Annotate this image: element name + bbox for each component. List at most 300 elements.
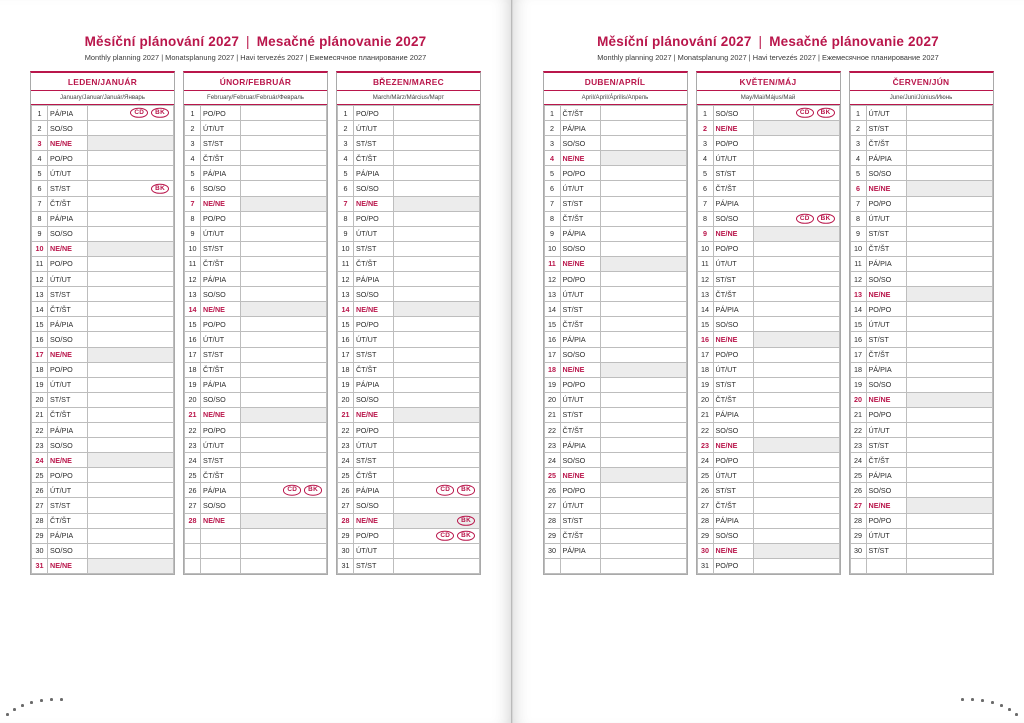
day-number: 17 — [32, 347, 48, 362]
day-note-field[interactable] — [906, 241, 992, 256]
day-note-field[interactable] — [906, 121, 992, 136]
table-row — [697, 256, 839, 271]
day-note-field[interactable] — [88, 196, 174, 211]
day-note-field[interactable] — [241, 317, 327, 332]
table-row — [544, 241, 686, 256]
day-note-field[interactable] — [600, 136, 686, 151]
day-note-field[interactable] — [600, 468, 686, 483]
day-name: SO/SO — [48, 543, 88, 558]
day-name: PO/PO — [713, 453, 753, 468]
day-note-field[interactable] — [394, 166, 480, 181]
table-row — [697, 453, 839, 468]
day-note-field[interactable] — [600, 287, 686, 302]
day-note-field[interactable] — [394, 287, 480, 302]
month-day-table — [697, 105, 840, 574]
day-name: NE/NE — [866, 181, 906, 196]
day-number: 3 — [32, 136, 48, 151]
day-name: PO/PO — [560, 377, 600, 392]
day-note-field[interactable] — [600, 332, 686, 347]
table-row — [185, 498, 327, 513]
day-note-field[interactable] — [906, 468, 992, 483]
day-number: 5 — [544, 166, 560, 181]
day-number: 5 — [338, 166, 354, 181]
day-number: 4 — [32, 151, 48, 166]
day-note-field[interactable] — [241, 483, 327, 498]
day-note-field[interactable] — [906, 332, 992, 347]
day-note-field[interactable] — [906, 256, 992, 271]
table-row — [544, 196, 686, 211]
day-note-field[interactable] — [88, 513, 174, 528]
day-name — [866, 558, 906, 573]
day-number: 11 — [338, 256, 354, 271]
day-note-field[interactable] — [600, 166, 686, 181]
day-note-field[interactable] — [394, 468, 480, 483]
day-note-field[interactable] — [906, 528, 992, 543]
day-note-field[interactable] — [241, 528, 327, 543]
day-name: PO/PO — [354, 106, 394, 121]
day-note-field[interactable] — [906, 181, 992, 196]
day-note-field[interactable] — [906, 347, 992, 362]
day-number: 22 — [185, 422, 201, 437]
day-note-field[interactable] — [753, 241, 839, 256]
day-note-field[interactable] — [394, 453, 480, 468]
table-row — [850, 392, 992, 407]
day-note-field[interactable] — [600, 121, 686, 136]
day-note-field[interactable] — [906, 317, 992, 332]
day-note-field[interactable] — [753, 362, 839, 377]
day-number: 12 — [697, 272, 713, 287]
day-name: PO/PO — [713, 241, 753, 256]
day-note-field[interactable] — [88, 302, 174, 317]
day-number: 10 — [338, 241, 354, 256]
day-name: ČT/ŠT — [866, 347, 906, 362]
day-note-field[interactable] — [241, 392, 327, 407]
day-note-field[interactable] — [753, 407, 839, 422]
day-number: 24 — [338, 453, 354, 468]
day-note-field[interactable] — [88, 422, 174, 437]
table-row — [338, 151, 480, 166]
day-note-field[interactable] — [241, 181, 327, 196]
day-note-field[interactable] — [600, 498, 686, 513]
day-note-field[interactable] — [241, 211, 327, 226]
day-note-field[interactable] — [906, 407, 992, 422]
day-note-field[interactable] — [241, 468, 327, 483]
day-note-field[interactable] — [394, 362, 480, 377]
day-note-field[interactable] — [753, 196, 839, 211]
day-note-field[interactable] — [88, 392, 174, 407]
day-note-field[interactable] — [600, 181, 686, 196]
table-row — [544, 211, 686, 226]
day-name: NE/NE — [48, 558, 88, 573]
day-note-field[interactable] — [394, 226, 480, 241]
day-number: 5 — [185, 166, 201, 181]
day-note-field[interactable] — [88, 211, 174, 226]
day-note-field[interactable] — [88, 377, 174, 392]
day-number: 24 — [697, 453, 713, 468]
day-note-field[interactable] — [906, 558, 992, 573]
day-note-field[interactable] — [906, 302, 992, 317]
day-note-field[interactable] — [241, 196, 327, 211]
table-row — [697, 106, 839, 121]
table-row — [850, 151, 992, 166]
day-number: 9 — [544, 226, 560, 241]
day-note-field[interactable] — [88, 543, 174, 558]
day-note-field[interactable] — [753, 483, 839, 498]
day-note-field[interactable] — [753, 513, 839, 528]
table-row — [32, 151, 174, 166]
day-note-field[interactable] — [88, 438, 174, 453]
day-note-field[interactable] — [394, 392, 480, 407]
day-note-field[interactable] — [241, 287, 327, 302]
table-row — [850, 256, 992, 271]
day-note-field[interactable] — [906, 422, 992, 437]
day-name: SO/SO — [713, 528, 753, 543]
day-note-field[interactable] — [753, 211, 839, 226]
day-note-field[interactable] — [394, 513, 480, 528]
table-row — [697, 317, 839, 332]
day-note-field[interactable] — [394, 196, 480, 211]
day-note-field[interactable] — [241, 226, 327, 241]
day-note-field[interactable] — [394, 136, 480, 151]
day-note-field[interactable] — [88, 226, 174, 241]
day-note-field[interactable] — [753, 181, 839, 196]
day-note-field[interactable] — [241, 302, 327, 317]
day-note-field[interactable] — [241, 151, 327, 166]
day-note-field[interactable] — [394, 332, 480, 347]
day-name: PO/PO — [48, 362, 88, 377]
day-note-field[interactable] — [394, 543, 480, 558]
day-note-field[interactable] — [906, 543, 992, 558]
day-note-field[interactable] — [753, 106, 839, 121]
day-name: ČT/ŠT — [560, 528, 600, 543]
day-note-field[interactable] — [600, 438, 686, 453]
day-number: 27 — [544, 498, 560, 513]
day-note-field[interactable] — [600, 513, 686, 528]
day-note-field[interactable] — [241, 362, 327, 377]
day-note-field[interactable] — [394, 407, 480, 422]
day-note-field[interactable] — [394, 121, 480, 136]
day-number: 18 — [338, 362, 354, 377]
day-note-field[interactable] — [753, 256, 839, 271]
day-name: PÁ/PIA — [560, 226, 600, 241]
day-note-field[interactable] — [600, 453, 686, 468]
day-note-field[interactable] — [906, 226, 992, 241]
day-note-field[interactable] — [241, 106, 327, 121]
table-row — [32, 558, 174, 573]
day-number: 22 — [32, 422, 48, 437]
day-note-field[interactable] — [753, 422, 839, 437]
day-note-field[interactable] — [88, 528, 174, 543]
day-note-field[interactable] — [600, 422, 686, 437]
day-note-field[interactable] — [88, 181, 174, 196]
table-row — [544, 392, 686, 407]
day-note-field[interactable] — [600, 558, 686, 573]
day-note-field[interactable] — [600, 377, 686, 392]
day-note-field[interactable] — [394, 317, 480, 332]
day-note-field[interactable] — [88, 362, 174, 377]
day-note-field[interactable] — [88, 347, 174, 362]
day-note-field[interactable] — [906, 483, 992, 498]
day-note-field[interactable] — [753, 453, 839, 468]
month-title: ČERVEN/JÚN — [850, 73, 993, 91]
day-note-field[interactable] — [88, 332, 174, 347]
day-number: 16 — [32, 332, 48, 347]
day-name: SO/SO — [48, 332, 88, 347]
day-note-field[interactable] — [753, 302, 839, 317]
book-gutter — [511, 0, 513, 723]
table-row — [850, 528, 992, 543]
day-number: 15 — [697, 317, 713, 332]
day-name: ÚT/UT — [560, 498, 600, 513]
day-number: 30 — [850, 543, 866, 558]
day-note-field[interactable] — [753, 392, 839, 407]
day-name: ČT/ŠT — [713, 498, 753, 513]
decorative-dot — [971, 698, 974, 701]
day-note-field[interactable] — [241, 256, 327, 271]
day-note-field[interactable] — [753, 136, 839, 151]
day-note-field[interactable] — [753, 287, 839, 302]
table-row — [338, 121, 480, 136]
day-note-field[interactable] — [600, 362, 686, 377]
day-number: 8 — [850, 211, 866, 226]
day-note-field[interactable] — [88, 317, 174, 332]
day-note-field[interactable] — [241, 347, 327, 362]
day-note-field[interactable] — [753, 528, 839, 543]
day-number: 14 — [850, 302, 866, 317]
day-number: 7 — [32, 196, 48, 211]
table-row — [32, 392, 174, 407]
day-note-field[interactable] — [600, 317, 686, 332]
day-note-field[interactable] — [753, 332, 839, 347]
day-note-field[interactable] — [906, 151, 992, 166]
day-number: 18 — [544, 362, 560, 377]
day-name: ČT/ŠT — [201, 151, 241, 166]
day-note-field[interactable] — [906, 453, 992, 468]
day-note-field[interactable] — [88, 106, 174, 121]
table-row — [544, 513, 686, 528]
day-note-field[interactable] — [394, 347, 480, 362]
day-note-field[interactable] — [906, 513, 992, 528]
day-name: ST/ST — [560, 302, 600, 317]
day-note-field[interactable] — [753, 317, 839, 332]
day-note-field[interactable] — [241, 498, 327, 513]
day-note-field[interactable] — [753, 558, 839, 573]
day-note-field[interactable] — [753, 272, 839, 287]
day-name: PO/PO — [354, 528, 394, 543]
table-row — [32, 422, 174, 437]
day-note-field[interactable] — [241, 513, 327, 528]
day-note-field[interactable] — [753, 347, 839, 362]
moon-phase-bk-icon: BK — [457, 515, 475, 525]
month-subtitle: March/März/Március/Март — [337, 91, 480, 105]
day-note-field[interactable] — [394, 558, 480, 573]
day-name: PO/PO — [201, 211, 241, 226]
table-row — [338, 196, 480, 211]
day-note-field[interactable] — [394, 181, 480, 196]
day-note-field[interactable] — [600, 106, 686, 121]
month-day-table — [31, 105, 174, 574]
day-number: 4 — [338, 151, 354, 166]
day-note-field[interactable] — [600, 272, 686, 287]
day-note-field[interactable] — [906, 287, 992, 302]
day-note-field[interactable] — [394, 483, 480, 498]
day-note-field[interactable] — [394, 498, 480, 513]
day-note-field[interactable] — [753, 166, 839, 181]
day-number: 17 — [185, 347, 201, 362]
day-note-field[interactable] — [906, 377, 992, 392]
day-name: ČT/ŠT — [560, 211, 600, 226]
day-number: 13 — [185, 287, 201, 302]
day-number: 23 — [697, 438, 713, 453]
day-note-field[interactable] — [241, 543, 327, 558]
day-note-field[interactable] — [88, 407, 174, 422]
day-note-field[interactable] — [241, 558, 327, 573]
day-note-field[interactable] — [394, 272, 480, 287]
table-row — [850, 196, 992, 211]
day-note-field[interactable] — [600, 392, 686, 407]
day-name: ČT/ŠT — [354, 151, 394, 166]
day-number: 6 — [544, 181, 560, 196]
day-note-field[interactable] — [394, 256, 480, 271]
table-row — [338, 181, 480, 196]
day-note-field[interactable] — [241, 166, 327, 181]
day-number: 19 — [338, 377, 354, 392]
table-row — [850, 181, 992, 196]
day-note-field[interactable] — [241, 407, 327, 422]
table-row — [185, 287, 327, 302]
day-note-field[interactable] — [241, 438, 327, 453]
day-note-field[interactable] — [88, 256, 174, 271]
day-number: 1 — [544, 106, 560, 121]
day-note-field[interactable] — [394, 241, 480, 256]
day-note-field[interactable] — [88, 468, 174, 483]
day-note-field[interactable] — [906, 166, 992, 181]
day-note-field[interactable] — [906, 392, 992, 407]
day-note-field[interactable] — [241, 241, 327, 256]
day-number — [544, 558, 560, 573]
day-note-field[interactable] — [88, 241, 174, 256]
day-note-field[interactable] — [600, 196, 686, 211]
table-row — [338, 438, 480, 453]
day-number: 1 — [338, 106, 354, 121]
day-number: 10 — [850, 241, 866, 256]
day-note-field[interactable] — [88, 558, 174, 573]
day-note-field[interactable] — [600, 256, 686, 271]
day-note-field[interactable] — [753, 377, 839, 392]
day-name: ÚT/UT — [48, 483, 88, 498]
table-row — [185, 317, 327, 332]
day-note-field[interactable] — [753, 121, 839, 136]
day-note-field[interactable] — [600, 347, 686, 362]
day-note-field[interactable] — [600, 211, 686, 226]
day-note-field[interactable] — [600, 483, 686, 498]
day-note-field[interactable] — [906, 211, 992, 226]
table-row — [32, 302, 174, 317]
day-note-field[interactable] — [600, 226, 686, 241]
day-note-field[interactable] — [241, 332, 327, 347]
day-note-field[interactable] — [88, 287, 174, 302]
day-note-field[interactable] — [88, 151, 174, 166]
month-day-table — [184, 105, 327, 574]
day-note-field[interactable] — [88, 121, 174, 136]
day-note-field[interactable] — [600, 241, 686, 256]
day-note-field[interactable] — [394, 438, 480, 453]
day-note-field[interactable] — [906, 438, 992, 453]
day-number: 3 — [544, 136, 560, 151]
month-day-table — [337, 105, 480, 574]
day-number: 26 — [544, 483, 560, 498]
day-note-field[interactable] — [600, 407, 686, 422]
table-row — [32, 332, 174, 347]
day-note-field[interactable] — [88, 166, 174, 181]
day-note-field[interactable] — [906, 272, 992, 287]
day-note-field[interactable] — [241, 453, 327, 468]
day-name: ST/ST — [354, 453, 394, 468]
day-note-field[interactable] — [241, 377, 327, 392]
day-note-field[interactable] — [600, 151, 686, 166]
day-note-field[interactable] — [241, 422, 327, 437]
day-name: SO/SO — [713, 317, 753, 332]
day-name: NE/NE — [866, 498, 906, 513]
day-note-field[interactable] — [906, 196, 992, 211]
day-number: 20 — [544, 392, 560, 407]
day-note-field[interactable] — [88, 272, 174, 287]
day-note-field[interactable] — [88, 136, 174, 151]
day-note-field[interactable] — [600, 543, 686, 558]
table-row — [338, 302, 480, 317]
month-subtitle: June/Juni/Június/Июнь — [850, 91, 993, 105]
day-note-field[interactable] — [394, 211, 480, 226]
table-row — [850, 513, 992, 528]
page-title-sk: Mesačné plánovanie 2027 — [769, 34, 939, 49]
day-note-field[interactable] — [241, 121, 327, 136]
day-note-field[interactable] — [906, 136, 992, 151]
day-note-field[interactable] — [753, 468, 839, 483]
day-note-field[interactable] — [394, 377, 480, 392]
day-name: PÁ/PIA — [48, 317, 88, 332]
day-name: ČT/ŠT — [713, 392, 753, 407]
table-row — [338, 166, 480, 181]
day-note-field[interactable] — [753, 543, 839, 558]
day-note-field[interactable] — [906, 362, 992, 377]
day-note-field[interactable] — [394, 151, 480, 166]
day-note-field[interactable] — [753, 151, 839, 166]
day-note-field[interactable] — [600, 302, 686, 317]
day-note-field[interactable] — [753, 498, 839, 513]
day-note-field[interactable] — [88, 498, 174, 513]
table-row — [697, 332, 839, 347]
day-name: ÚT/UT — [354, 226, 394, 241]
day-note-field[interactable] — [753, 438, 839, 453]
day-note-field[interactable] — [88, 483, 174, 498]
table-row — [338, 317, 480, 332]
day-note-field[interactable] — [88, 453, 174, 468]
day-note-field[interactable] — [394, 528, 480, 543]
day-note-field[interactable] — [906, 498, 992, 513]
day-note-field[interactable] — [394, 302, 480, 317]
day-note-field[interactable] — [394, 422, 480, 437]
day-note-field[interactable] — [241, 272, 327, 287]
table-row — [697, 377, 839, 392]
month-title: BŘEZEN/MAREC — [337, 73, 480, 91]
day-note-field[interactable] — [600, 528, 686, 543]
day-note-field[interactable] — [753, 226, 839, 241]
day-note-field[interactable] — [394, 106, 480, 121]
day-number: 24 — [850, 453, 866, 468]
day-note-field[interactable] — [241, 136, 327, 151]
day-name: ÚT/UT — [560, 392, 600, 407]
day-note-field[interactable] — [906, 106, 992, 121]
